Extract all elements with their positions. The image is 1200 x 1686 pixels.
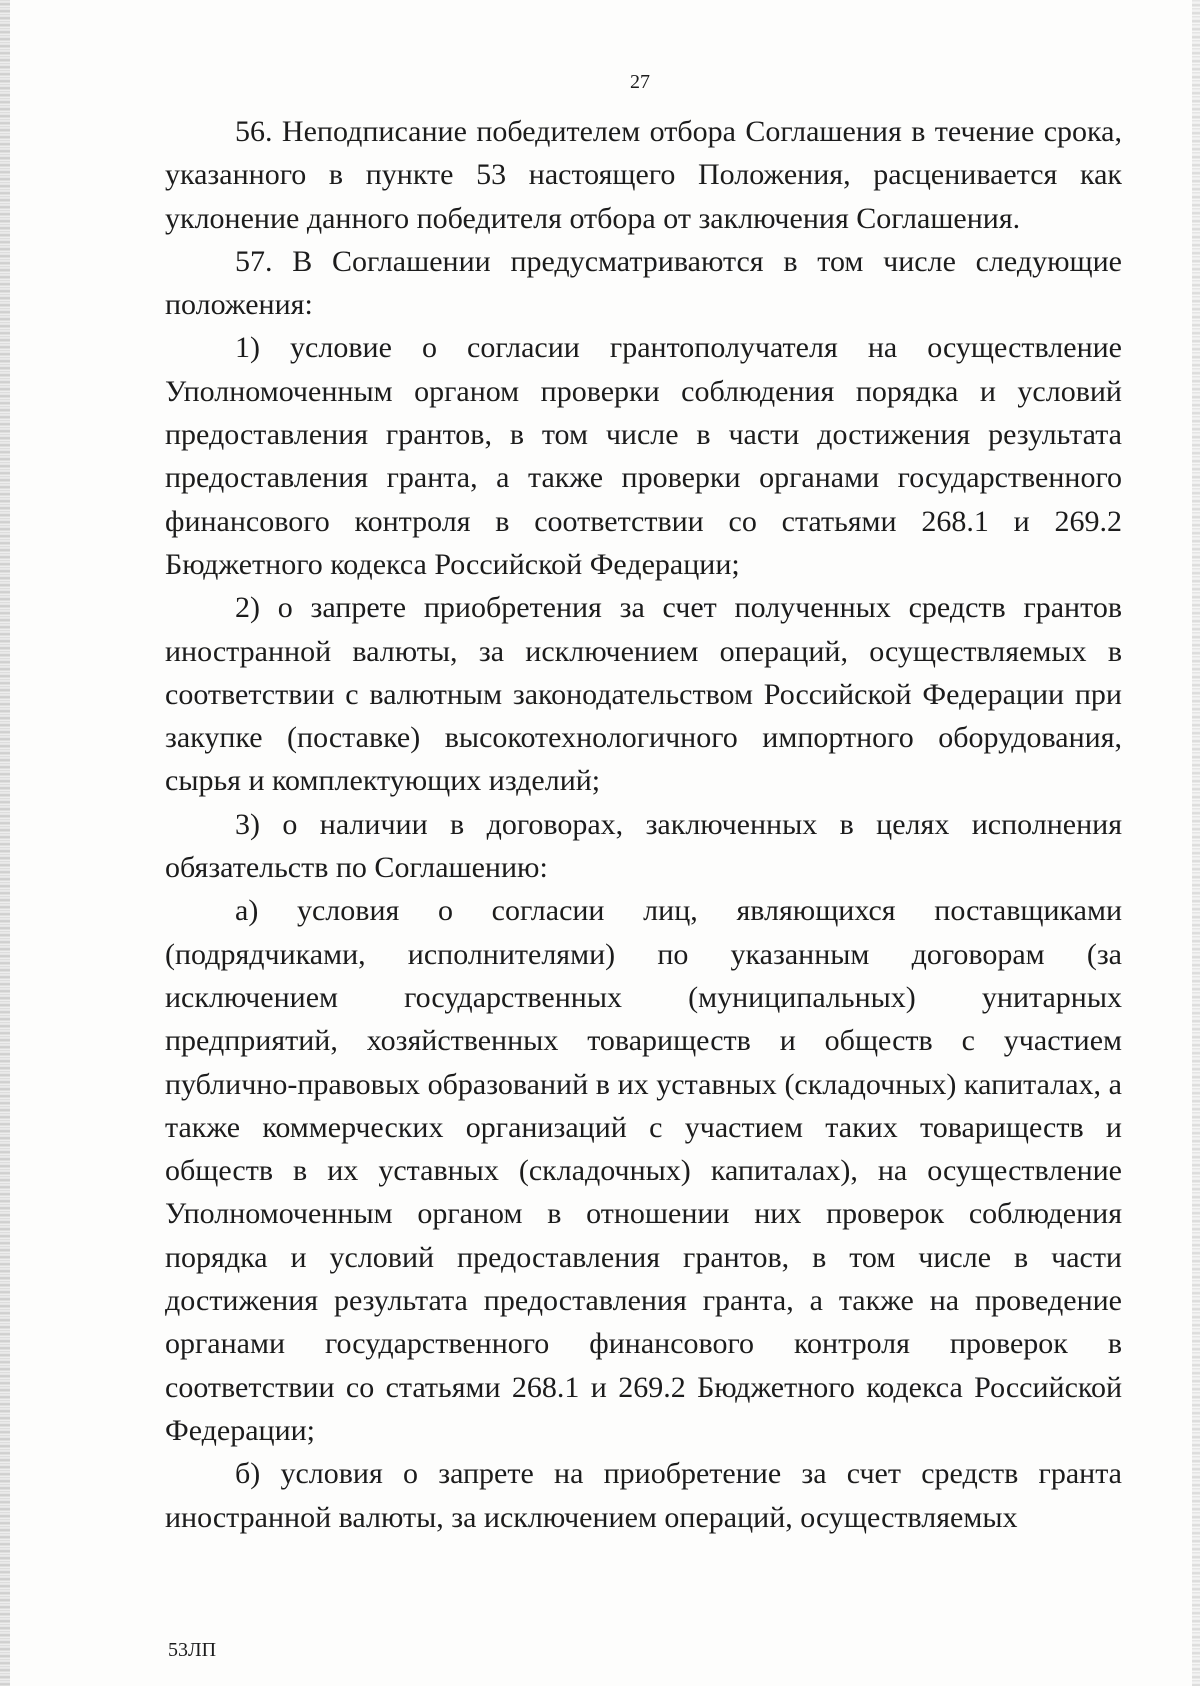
page-number: 27 (630, 71, 650, 93)
paragraph-57-item-3-a: а) условия о согласии лиц, являющихся поставщиками (подрядчиками, исполнителями) по указанным договорам (за исключением государственных (муниципальных) унитарных предприятий, хозяйственных товариществ и обществ с участием публично-правовых образований в их уставных (складочных) капиталах, а также коммерческих организаций с участием таких товариществ и обществ в их уставных (складочных) капиталах), на осуществление Уполномоченным органом в отношении них проверок соблюдения порядка и условий предоставления грантов, в том числе в части достижения результата предоставления гранта, а также на проведение органами государственного финансового контроля проверок в соответствии со статьями 268.1 и 269.2 Бюджетного кодекса Российской Федерации; (165, 894, 1122, 1447)
paragraph-57: 57. В Соглашении предусматриваются в том числе следующие положения: (165, 244, 1122, 322)
paragraph-57-item-2: 2) о запрете приобретения за счет полученных средств грантов иностранной валюты, за исключением операций, осуществляемых в соответствии с валютным законодательством Российской Федерации при закупке (поставке) высокотехнологичного импортного оборудования, сырья и комплектующих изделий; (165, 591, 1122, 798)
paragraph-57-item-1: 1) условие о согласии грантополучателя на осуществление Уполномоченным органом проверки соблюдения порядка и условий предоставления грантов, в том числе в части достижения результата предоставления гранта, а также проверки органами государственного финансового контроля в соответствии со статьями 268.1 и 269.2 Бюджетного кодекса Российской Федерации; (165, 331, 1122, 581)
paragraph-56: 56. Неподписание победителем отбора Соглашения в течение срока, указанного в пункте 53 настоящего Положения, расценивается как уклонение данного победителя отбора от заключения Соглашения. (165, 115, 1122, 235)
paragraph-57-item-3-b: б) условия о запрете на приобретение за счет средств гранта иностранной валюты, за исключением операций, осуществляемых (165, 1457, 1122, 1534)
scan-edge-right (1192, 0, 1200, 1686)
paragraph-57-item-3: 3) о наличии в договорах, заключенных в целях исполнения обязательств по Соглашению: (165, 807, 1122, 885)
scan-edge-left (0, 0, 10, 1686)
footer-code: 53ЛП (168, 1639, 217, 1661)
document-body (165, 110, 1122, 1539)
